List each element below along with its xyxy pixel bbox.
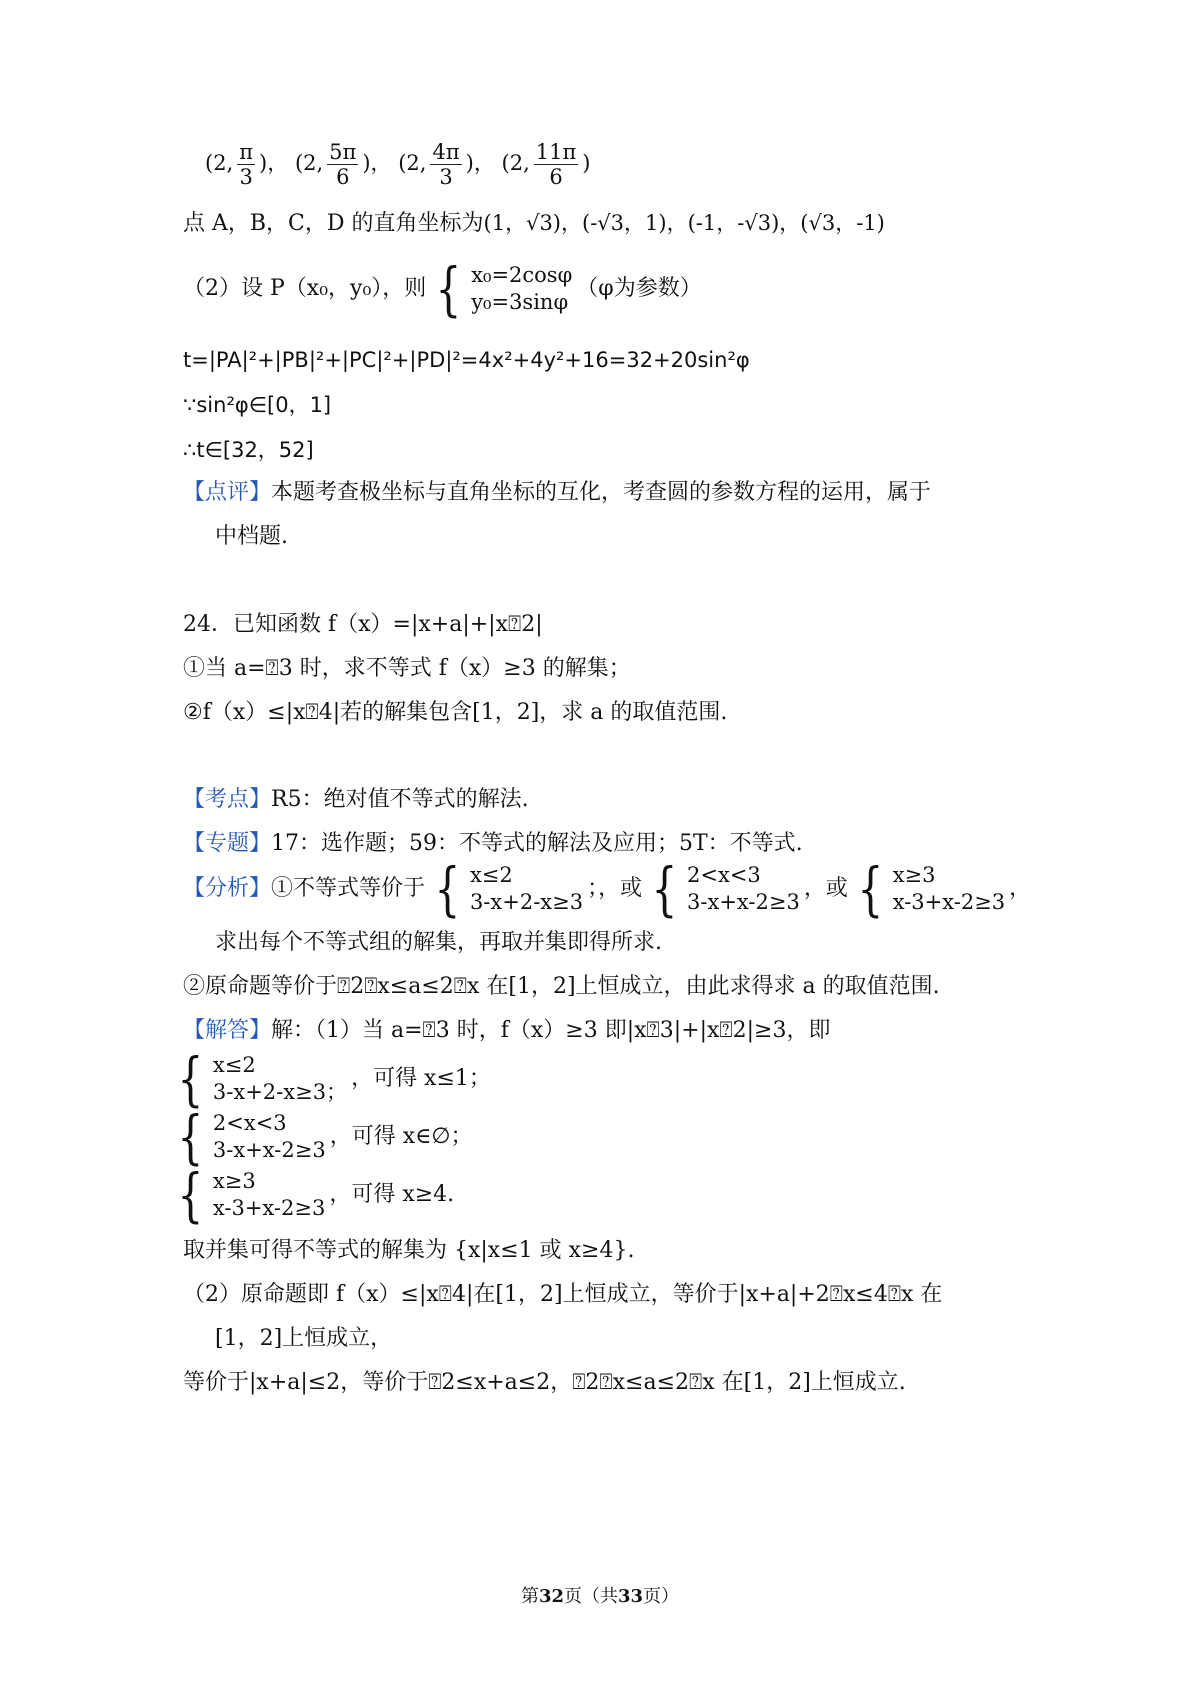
polar-point-1-close: )， [259, 151, 289, 175]
zhuanti-text: 17：选作题；59：不等式的解法及应用；5T：不等式. [271, 831, 803, 856]
jieda-case-2 [168, 1103, 473, 1171]
fraction-4pi-3 [430, 140, 461, 189]
fraction-5pi-6 [327, 140, 358, 189]
brace-icon: { [177, 1103, 204, 1171]
polar-point-2-open: (2, [294, 151, 324, 175]
review-tag: 【点评】 [183, 480, 272, 505]
q24-part2: ②f（x）≤|x⍰4|若的解集包含[1，2]，求 a 的取值范围. [183, 700, 728, 725]
fenxi-lead: ①不等式等价于 [271, 876, 426, 901]
rect-coords: (1，√3)，(-√3，1)，(-1，-√3)，(√3，-1) [483, 211, 885, 235]
q24-part1: ①当 a=⍰3 时，求不等式 f（x）≥3 的解集； [183, 656, 631, 681]
therefore-line: ∴t∈[32，52] [183, 438, 314, 462]
case-2-system [172, 1103, 326, 1171]
fenxi-system-2 [646, 855, 800, 923]
jieda-part2-line-3: 等价于|x+a|≤2，等价于⍰2≤x+a≤2，⍰2⍰x≤a≤2⍰x 在[1，2]上恒成立. [183, 1370, 906, 1395]
review-line-1 [183, 478, 931, 508]
fraction-denominator: 6 [549, 165, 563, 189]
system-row: 2<x<3 [212, 1111, 287, 1135]
jieda-part2-line-2: [1，2]上恒成立， [215, 1326, 393, 1351]
footer-mid: 页（共 [564, 1586, 618, 1607]
brace-icon: { [177, 1045, 204, 1113]
footer-total-pages: 33 [618, 1586, 644, 1607]
zhuanti-line [183, 829, 803, 859]
jieda-case-1 [168, 1045, 491, 1113]
system-row: x≤2 [469, 863, 513, 887]
system-row: x≥3 [892, 863, 936, 887]
system-row: 3-x+2-x≥3 [469, 890, 584, 914]
kaodian-line [183, 785, 529, 815]
footer-page-number: 32 [538, 1586, 564, 1607]
param-suffix: （φ为参数） [576, 276, 702, 301]
fenxi-system-1 [429, 855, 584, 923]
kaodian-tag: 【考点】 [183, 787, 272, 812]
case-3-result: ，可得 x≥4. [329, 1182, 455, 1207]
jieda-line-1 [183, 1016, 830, 1046]
system-row: x-3+x-2≥3 [892, 890, 1006, 914]
fraction-numerator: π [239, 140, 254, 164]
page-footer [0, 1582, 1200, 1608]
review-text: 本题考查极坐标与直角坐标的互化，考查圆的参数方程的运用，属于 [271, 480, 932, 505]
brace-icon: { [651, 855, 678, 923]
brace-icon: { [434, 855, 461, 923]
because-line: ∵sin²φ∈[0，1] [183, 393, 332, 417]
polar-point-4-open: (2, [501, 151, 530, 175]
q24-title: 24．已知函数 f（x）=|x+a|+|x⍰2| [183, 612, 543, 637]
fenxi-line-3: ②原命题等价于⍰2⍰x≤a≤2⍰x 在[1，2]上恒成立，由此求得求 a 的取值范围. [183, 974, 940, 999]
fenxi-sep-2: ，或 [803, 876, 848, 901]
fenxi-system-3 [852, 855, 1006, 923]
jieda-case-3 [168, 1161, 455, 1229]
fenxi-sep-1: ；，或 [587, 876, 643, 901]
fraction-11pi-6 [534, 140, 579, 189]
brace-icon: { [435, 255, 462, 323]
review-line-2: 中档题. [215, 524, 288, 549]
fenxi-line-2: 求出每个不等式组的解集，再取并集即得所求. [215, 930, 662, 955]
fenxi-line-1 [183, 855, 1032, 923]
zhuanti-tag: 【专题】 [183, 831, 272, 856]
footer-pre: 第 [520, 1586, 539, 1607]
fraction-numerator: 4π [432, 140, 460, 164]
polar-point-3-close: )， [465, 151, 495, 175]
system-row: x≤2 [212, 1053, 256, 1077]
case-1-system [172, 1045, 348, 1113]
case-3-system [172, 1161, 326, 1229]
polar-point-3-open: (2, [398, 151, 427, 175]
jieda-lead: 解：（1）当 a=⍰3 时，f（x）≥3 即|x⍰3|+|x⍰2|≥3，即 [271, 1018, 831, 1043]
system-row: 3-x+x-2≥3 [212, 1138, 326, 1162]
fenxi-tag: 【分析】 [183, 876, 272, 901]
t-expression-line: t=|PA|²+|PB|²+|PC|²+|PD|²=4x²+4y²+16=32+20sin²φ [183, 348, 750, 372]
jieda-union: 取并集可得不等式的解集为 {x|x≤1 或 x≥4}. [183, 1238, 635, 1263]
param-row-1: x₀=2cosφ [471, 263, 573, 287]
kaodian-text: R5：绝对值不等式的解法. [271, 787, 529, 812]
polar-point-4-close: ) [582, 151, 591, 175]
jieda-part2-line-1: （2）原命题即 f（x）≤|x⍰4|在[1，2]上恒成立，等价于|x+a|+2⍰x≤4⍰x 在 [183, 1282, 943, 1307]
fraction-numerator: 5π [329, 140, 357, 164]
rect-prefix: 点 A，B，C，D 的直角坐标为 [183, 211, 484, 236]
rectangular-coordinates-line [183, 208, 885, 239]
system-row: x-3+x-2≥3 [212, 1196, 326, 1220]
fraction-denominator: 3 [239, 165, 253, 189]
brace-icon: { [177, 1161, 204, 1229]
system-row: 2<x<3 [687, 863, 761, 887]
fraction-numerator: 11π [535, 140, 577, 164]
parametric-line [183, 255, 702, 323]
fraction-denominator: 3 [439, 165, 453, 189]
footer-post: 页） [643, 1586, 680, 1607]
system-row: x≥3 [212, 1169, 256, 1193]
polar-point-1-open: (2, [205, 151, 234, 175]
fraction-denominator: 6 [336, 165, 350, 189]
polar-point-2-close: )， [362, 151, 392, 175]
param-row-2: y₀=3sinφ [471, 290, 569, 314]
case-1-result: ，可得 x≤1； [351, 1066, 491, 1091]
param-system [430, 255, 573, 323]
jieda-tag: 【解答】 [183, 1018, 272, 1043]
system-row: 3-x+x-2≥3 [687, 890, 800, 914]
param-prefix: （2）设 P（x₀，y₀），则 [183, 276, 427, 301]
brace-icon: { [857, 855, 884, 923]
fraction-pi-3 [237, 140, 255, 189]
case-2-result: ，可得 x∈∅； [329, 1124, 473, 1149]
fenxi-end: ， [1009, 876, 1032, 901]
polar-coordinates-line [205, 140, 591, 189]
system-row: 3-x+2-x≥3； [212, 1080, 348, 1104]
